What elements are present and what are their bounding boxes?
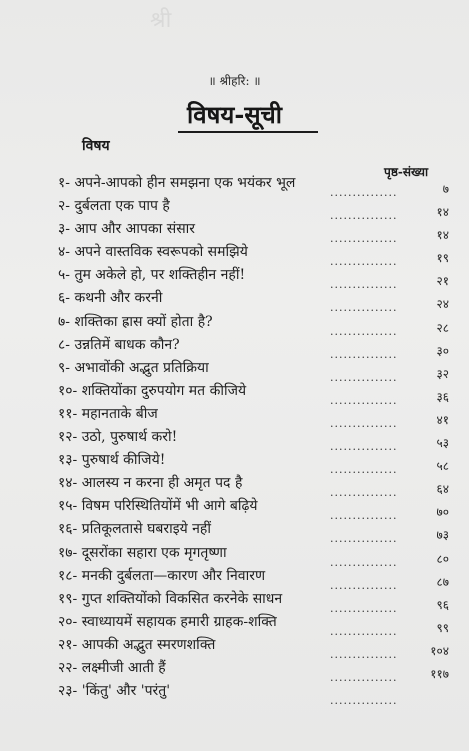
column-header-subject: विषय [82,138,110,154]
entry-page-number: ७३ [436,528,449,543]
entry-page-number: १०४ [430,643,449,658]
list-item [0,519,469,546]
leader-dots: ............... [330,509,398,523]
page-title: विषय-सूची [187,100,282,129]
entry-page-number: १४ [436,228,449,243]
list-item [0,219,469,246]
entry-page-number: ७० [436,505,449,520]
entry-title: २३- 'किंतु' और 'परंतु' [58,683,171,700]
entry-page-number: ४१ [436,412,449,427]
list-item [0,288,469,315]
list-item [0,450,469,477]
list-item [0,381,469,407]
leader-dots: ............... [330,670,398,684]
list-item [0,265,469,292]
list-item [0,427,469,454]
leader-dots: ............... [330,532,398,546]
list-item [0,658,469,684]
list-item [0,312,469,338]
list-item [0,496,469,523]
entry-page-number: ३६ [436,389,449,404]
entry-page-number: २१ [436,274,449,289]
leader-dots: ............... [330,624,398,638]
leader-dots: ............... [330,255,398,269]
list-item [0,173,469,199]
list-item [0,543,469,569]
list-item [0,612,469,638]
column-header-page: पृष्ठ-संख्या [384,165,429,179]
leader-dots: ............... [330,486,398,500]
show-through-text: श्री [150,8,173,33]
list-item [0,404,469,430]
leader-dots: ............... [330,347,398,361]
entry-page-number: ३० [436,343,449,358]
entry-page-number: ६४ [436,482,449,497]
leader-dots: ............... [330,463,398,477]
leader-dots: ............... [330,324,398,338]
entry-title: २२- लक्ष्मीजी आती हैं [58,659,166,676]
entry-title: ५- तुम अकेले हो, पर शक्तिहीन नहीं! [58,267,246,284]
entry-page-number: २४ [436,297,449,312]
entry-title: ११- महानताके बीज [58,405,158,422]
list-item [0,242,469,269]
entry-title: १३- पुरुषार्थ कीजिये! [58,452,166,469]
entry-page-number: ५८ [436,459,449,474]
leader-dots: ............... [330,370,398,384]
entry-page-number: १४ [436,205,449,220]
leader-dots: ............... [330,393,398,407]
leader-dots: ............... [330,440,398,454]
leader-dots: ............... [330,278,398,292]
entry-page-number: ८७ [436,574,449,589]
entry-title: १५- विषम परिस्थितियोंमें भी आगे बढ़िये [58,498,258,515]
entry-title: १७- दूसरोंका सहारा एक मृगतृष्णा [58,544,227,561]
entry-page-number: ९६ [436,597,449,612]
leader-dots: ............... [330,209,398,223]
leader-dots: ............... [330,186,398,199]
list-item [0,473,469,500]
entry-page-number: ८० [436,551,449,566]
leader-dots: ............... [330,694,398,708]
entry-title: ४- अपने वास्तविक स्वरूपको समझिये [58,244,248,261]
list-item [0,358,469,384]
list-item [0,566,469,592]
entry-title: १४- आलस्य न करना ही अमृत पद है [58,475,243,492]
list-item [0,681,469,708]
entry-page-number: ५३ [436,436,449,451]
entry-title: १२- उठो, पुरुषार्थ करो! [58,429,178,446]
list-item [0,589,469,615]
leader-dots: ............... [330,578,398,592]
entry-title: ९- अभावोंकी अद्भुत प्रतिक्रिया [58,359,209,376]
entry-title: १६- प्रतिकूलतासे घबराइये नहीं [58,521,211,538]
leader-dots: ............... [330,301,398,315]
leader-dots: ............... [330,647,398,661]
entry-title: ३- आप और आपका संसार [58,221,196,238]
entry-page-number: १९ [436,251,449,266]
leader-dots: ............... [330,416,398,430]
entry-title: १८- मनकी दुर्बलता—कारण और निवारण [58,567,266,584]
entry-page-number: ३२ [436,366,449,381]
invocation: ॥ श्रीहरि: ॥ [208,74,261,88]
leader-dots: ............... [330,232,398,246]
entry-page-number: २८ [436,320,449,335]
entry-title: ७- शक्तिका ह्रास क्यों होता है? [58,313,213,330]
list-item [0,335,469,361]
entry-title: २०- स्वाध्यायमें सहायक हमारी ग्राहक-शक्ति [58,613,277,630]
entry-title: १९- गुप्त शक्तियोंको विकसित करनेके साधन [58,590,283,607]
entry-page-number: ९९ [436,620,449,635]
entry-title: २- दुर्बलता एक पाप है [58,198,170,215]
title-underline [178,131,318,133]
entry-title: २१- आपकी अद्भुत स्मरणशक्ति [58,636,216,653]
list-item [0,635,469,661]
entry-page-number: ७ [442,182,449,196]
entry-title: १०- शक्तियोंका दुरुपयोग मत कीजिये [58,382,247,399]
entry-title: ६- कथनी और करनी [58,290,163,307]
leader-dots: ............... [330,555,398,569]
leader-dots: ............... [330,601,398,615]
entry-title: १- अपने-आपको हीन समझना एक भयंकर भूल [58,175,296,191]
list-item [0,196,469,223]
entry-page-number: ११७ [430,666,449,681]
contents-list [0,173,469,708]
entry-title: ८- उन्नतिमें बाधक कौन? [58,336,180,353]
